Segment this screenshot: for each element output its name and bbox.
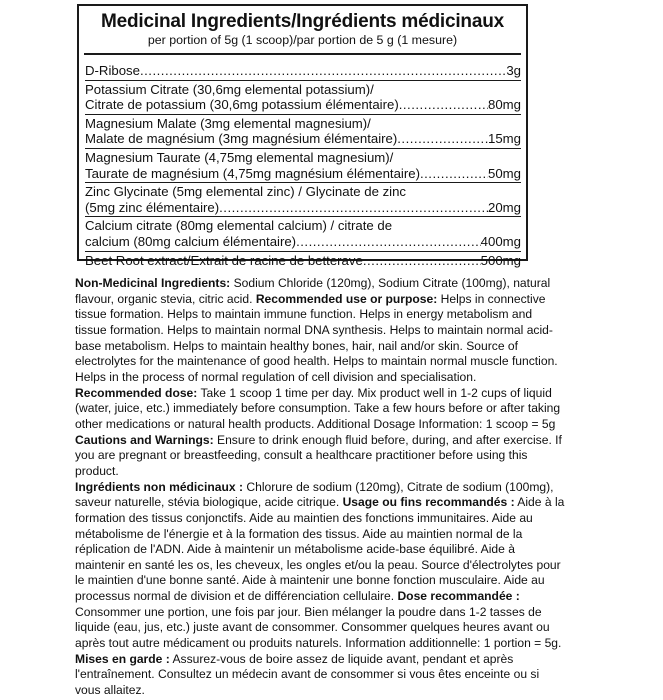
ingredient-name: Taurate de magnésium (4,75mg magnésium élémentaire) — [85, 165, 420, 181]
ingredient-name: (5mg zinc élémentaire) — [85, 199, 220, 215]
dot-leader — [363, 253, 481, 269]
ingredient-amount: 400mg — [480, 233, 521, 249]
ingredient-line: Magnesium Taurate (4,75mg elemental magnesium)/ — [85, 149, 394, 165]
ingredient-amount: 15mg — [488, 131, 521, 147]
medicinal-ingredients-panel — [77, 4, 528, 268]
ingredient-row — [85, 63, 521, 81]
ingredient-name: Beet Root extract/Extrait de racine de betterave — [85, 252, 363, 268]
ingredient-line: Calcium citrate (80mg elemental calcium) / citrate de — [85, 218, 393, 234]
fr-non-medicinal-text: Chlorure de sodium (120mg), Citrate de sodium (100mg), saveur naturelle, stévia biologique, acide citrique. — [75, 479, 554, 510]
recommended-use-label: Recommended use or purpose: — [255, 291, 438, 306]
fr-recommended-use-label: Usage ou fins recommandés : — [342, 495, 515, 510]
ingredient-amount-line — [85, 200, 521, 216]
ingredient-amount-line — [85, 234, 521, 250]
fr-recommended-dose-label: Dose recommandée : — [397, 589, 520, 604]
ingredient-name: Citrate de potassium (30,6mg potassium élémentaire) — [85, 97, 399, 113]
ingredient-amount-line — [85, 97, 521, 113]
ingredient-amount-line — [85, 63, 521, 79]
ingredient-name: Malate de magnésium (3mg magnésium élémentaire) — [85, 131, 398, 147]
ingredient-row — [85, 82, 521, 115]
ingredient-amount-line — [85, 131, 521, 147]
dot-leader — [397, 131, 488, 147]
panel-title: Medicinal Ingredients/Ingrédients médicinaux — [101, 11, 504, 32]
cautions-label: Cautions and Warnings: — [75, 432, 214, 447]
fr-cautions-label: Mises en garde : — [75, 651, 170, 666]
cautions-text: Ensure to drink enough fluid before, during, and after exercise. If you are pregnant or breastfeeding, consult a healthcare practitioner before using this product. — [75, 432, 562, 478]
ingredient-amount: 20mg — [488, 199, 521, 215]
ingredient-name: D-Ribose — [85, 63, 140, 78]
recommended-dose-label: Recommended dose: — [75, 385, 198, 400]
dot-leader — [140, 63, 506, 79]
ingredient-amount: 500mg — [480, 252, 521, 268]
fr-recommended-dose-text: Consommer une portion, une fois par jour. Bien mélanger la poudre dans 1-2 tasses de liquide (eau, jus, etc.) juste avant de consommer. Consommer quelques heures avant ou après tout autre médicament ou produits naturels. Information additionnelle: 1 portion = 5g. — [75, 604, 562, 651]
fr-recommended-use-text: Aide à la formation des tissus conjonctifs. Aide au maintien des fonctions immunitaires. Aide au métabolisme de l'énergie et à la formation des tissus. Aide au maintien normal de la réplication de l'ADN. Aide à maintenir un métabolisme acide-base équilibré. Aide à maintenir en santé les os, les cheveux, les ongles et/ou la peau. Source d'électrolytes pour le maintien d'une bonne santé. Aide à maintenir une bonne fonction musculaire. Aide au processus normal de division et de différenciation cellulaire. — [75, 495, 565, 604]
ingredient-amount: 3g — [506, 63, 521, 78]
dot-leader — [296, 234, 481, 250]
ingredient-row — [85, 116, 521, 149]
english-section — [75, 276, 565, 480]
recommended-dose-text: Take 1 scoop 1 time per day. Mix product well in 1-2 cups of liquid (water, juice, etc.) immediately before consumption. Take a few hours before or after taking other medications or natural health products. Additional Dosage Information: 1 scoop = 5g — [75, 385, 561, 431]
ingredient-amount: 50mg — [488, 165, 521, 181]
recommended-use-text: Helps in connective tissue formation. Helps to maintain immune function. Helps in energy metabolism and tissue formation. Helps to maintain normal DNA synthesis. Helps to maintain normal acid-base metabolism. Helps to maintain healthy bones, hair, nail and/or skin. Source of electrolytes for the maintenance of good health. Helps to maintain normal muscle function. Helps in the process of normal regulation of cell division and specialisation. — [75, 291, 558, 384]
ingredient-amount: 80mg — [488, 97, 521, 113]
ingredient-row — [85, 150, 521, 183]
ingredient-name: calcium (80mg calcium élémentaire) — [85, 233, 297, 249]
ingredient-row — [85, 253, 521, 270]
panel-subtitle: per portion of 5g (1 scoop)/par portion de 5 g (1 mesure) — [147, 33, 458, 47]
dot-leader — [420, 166, 488, 182]
label-text-block — [75, 276, 565, 699]
non-medicinal-label: Non-Medicinal Ingredients: — [75, 276, 231, 290]
ingredient-line: Zinc Glycinate (5mg elemental zinc) / Glycinate de zinc — [85, 184, 407, 200]
ingredient-line: Potassium Citrate (30,6mg elemental potassium)/ — [85, 81, 374, 97]
dot-leader — [219, 200, 488, 216]
ingredient-amount-line — [85, 253, 521, 269]
ingredient-row — [85, 184, 521, 217]
ingredient-amount-line — [85, 166, 521, 182]
fr-non-medicinal-label: Ingrédients non médicinaux : — [75, 479, 243, 494]
ingredient-line: Magnesium Malate (3mg elemental magnesium)/ — [85, 115, 371, 131]
ingredient-list — [85, 63, 521, 269]
fr-cautions-text: Assurez-vous de boire assez de liquide avant, pendant et après l'entraînement. Consultez un médecin avant de consommer si vous êtes enceinte ou si vous allaitez. — [75, 651, 540, 698]
title-divider — [84, 53, 521, 55]
ingredient-row — [85, 218, 521, 251]
french-section — [75, 480, 565, 699]
dot-leader — [399, 97, 488, 113]
non-medicinal-text: Sodium Chloride (120mg), Sodium Citrate (100mg), natural flavour, organic stevia, citric acid. — [75, 276, 551, 306]
